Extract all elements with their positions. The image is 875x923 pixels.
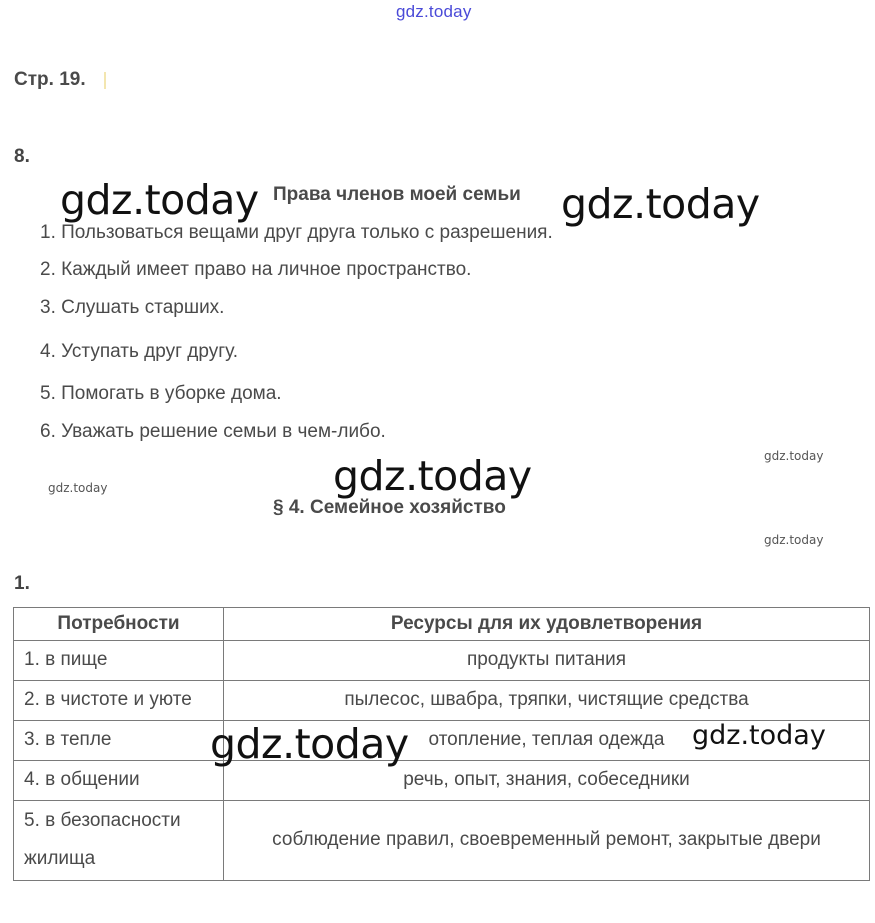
watermark-top: gdz.today xyxy=(396,2,472,21)
watermark-small: gdz.today xyxy=(48,481,108,495)
cell-resources: продукты питания xyxy=(224,640,870,680)
watermark-medium-table: gdz.today xyxy=(692,720,826,751)
list-item: 3. Слушать старших. xyxy=(40,297,225,318)
cell-resources: пылесос, швабра, тряпки, чистящие средства xyxy=(224,680,870,720)
task-number-8: 8. xyxy=(14,146,30,167)
task8-title: Права членов моей семьи xyxy=(273,184,521,205)
list-item: 6. Уважать решение семьи в чем-либо. xyxy=(40,421,386,442)
cell-resources: соблюдение правил, своевременный ремонт, закрытые двери xyxy=(224,800,870,880)
watermark-small: gdz.today xyxy=(764,533,824,547)
table-row xyxy=(14,680,870,720)
table-row xyxy=(14,760,870,800)
cell-need: 2. в чистоте и уюте xyxy=(14,680,224,720)
watermark-large-center: gdz.today xyxy=(333,452,532,500)
column-header-resources: Ресурсы для их удовлетворения xyxy=(224,608,870,641)
cell-resources: отопление, теплая одежда xyxy=(224,720,870,760)
highlight-mark xyxy=(104,72,106,89)
watermark-large-left: gdz.today xyxy=(60,176,259,224)
watermark-large-table: gdz.today xyxy=(210,720,409,768)
list-item: 1. Пользоваться вещами друг друга только с разрешения. xyxy=(40,222,553,243)
list-item: 5. Помогать в уборке дома. xyxy=(40,383,282,404)
cell-need: 5. в безопасности жилища xyxy=(14,800,224,880)
table-row xyxy=(14,640,870,680)
table-row xyxy=(14,800,870,880)
cell-resources: речь, опыт, знания, собеседники xyxy=(224,760,870,800)
cell-need: 3. в тепле xyxy=(14,720,224,760)
column-header-needs: Потребности xyxy=(14,608,224,641)
page-reference: Стр. 19. xyxy=(14,69,86,90)
watermark-small: gdz.today xyxy=(764,449,824,463)
cell-need: 4. в общении xyxy=(14,760,224,800)
list-item: 2. Каждый имеет право на личное пространство. xyxy=(40,259,472,280)
task-number-1: 1. xyxy=(14,573,30,594)
watermark-large-right: gdz.today xyxy=(561,180,760,228)
cell-need: 1. в пище xyxy=(14,640,224,680)
list-item: 4. Уступать друг другу. xyxy=(40,341,239,362)
table-header-row xyxy=(14,608,870,641)
section-title: § 4. Семейное хозяйство xyxy=(273,497,506,518)
